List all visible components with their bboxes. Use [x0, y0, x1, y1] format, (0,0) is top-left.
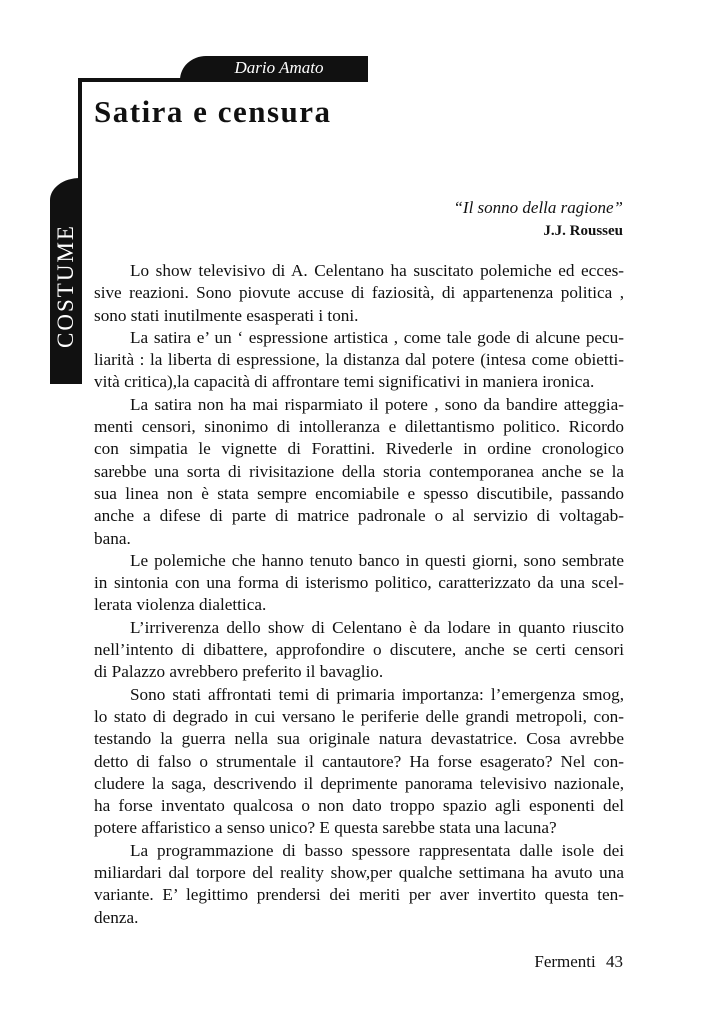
paragraph [94, 550, 624, 617]
paragraph [94, 617, 624, 684]
text-line: La satira e’ un ‘ espressione artistica , come tale gode di alcune pecu- [130, 327, 624, 347]
text-line: bana. [94, 528, 131, 548]
text-line: sive reazioni. Sono piovute accuse di faziosità, di appartenenza politica , [94, 283, 624, 303]
text-line: denza. [94, 907, 139, 927]
text-line: sono stati inutilmente esasperati i toni. [94, 305, 359, 325]
text-line: Le polemiche che hanno tenuto banco in questi giorni, sono sembrate [130, 550, 624, 570]
text-line: anche a difese di parte di matrice padronale o al servizio di voltagab- [94, 506, 624, 526]
text-line: vità critica),la capacità di affrontare temi significativi in maniera ironica. [94, 372, 595, 392]
epigraph-quote: “Il sonno della ragione” [453, 198, 623, 217]
author-tab [180, 56, 368, 80]
text-line: lo stato di degrado in cui versano le periferie delle grandi metropoli, con- [94, 706, 624, 726]
text-line: La satira non ha mai risparmiato il potere , sono da bandire atteggia- [130, 394, 624, 414]
text-line: in sintonia con una forma di isterismo politico, caratterizzato da una scel- [94, 573, 624, 593]
text-line: miliardari dal torpore del reality show,per qualche settimana ha avuto una [94, 863, 624, 883]
paragraph [94, 840, 624, 929]
text-line: variante. E’ legittimo prendersi dei meriti per aver invertito questa ten- [94, 885, 624, 905]
text-line: liarità : la liberta di espressione, la distanza dal potere (intesa come obietti- [94, 350, 624, 370]
text-line: potere affaristico a senso unico? E questa sarebbe stata una lacuna? [94, 818, 557, 838]
paragraph [94, 394, 624, 550]
text-line: sarebbe una sorta di rivisitazione della storia contemporanea anche se la [94, 461, 624, 481]
text-line: detto di falso o strumentale il cantautore? Ha forse esagerato? Nel con- [94, 751, 624, 771]
text-line: cludere la saga, descrivendo il deprimente panorama televisivo nazionale, [94, 773, 624, 793]
text-line: Sono stati affrontati temi di primaria importanza: l’emergenza smog, [130, 684, 624, 704]
text-line: La programmazione di basso spessore rappresentata dalle isole dei [130, 840, 624, 860]
text-line: con simpatia le vignette di Forattini. Rivederle in ordine cronologico [94, 439, 624, 459]
text-line: nell’intento di dibattere, approfondire o discutere, anche se certi censori [94, 640, 624, 660]
epigraph-source: J.J. Rousseu [543, 223, 623, 239]
text-line: L’irriverenza dello show di Celentano è da lodare in quanto riuscito [130, 617, 624, 637]
article-body [94, 260, 624, 929]
article-title: Satira e censura [94, 94, 332, 129]
paragraph [94, 684, 624, 840]
page-footer [534, 952, 623, 972]
text-line: testando la guerra nella sua originale natura devastatrice. Cosa avrebbe [94, 729, 624, 749]
text-line: ha forse inventato qualcosa o non dato troppo spazio agli esponenti del [94, 796, 624, 816]
section-label: COSTUME [53, 224, 78, 348]
margin-rule [78, 78, 82, 188]
text-line: menti censori, sinonimo di intolleranza e dilettantismo politico. Ricordo [94, 417, 624, 437]
epigraph [453, 196, 623, 242]
publication-name: Fermenti [534, 952, 596, 971]
page-number: 43 [606, 952, 623, 971]
text-line: sua linea non è stata sempre encomiabile e spesso discutibile, passando [94, 483, 624, 503]
paragraph [94, 327, 624, 394]
author-name: Dario Amato [234, 58, 324, 77]
text-line: lerata violenza dialettica. [94, 595, 267, 615]
paragraph [94, 260, 624, 327]
text-line: di Palazzo avrebbero preferito il bavaglio. [94, 662, 384, 682]
header-rule [78, 78, 368, 82]
text-line: Lo show televisivo di A. Celentano ha suscitato polemiche ed ecces- [130, 261, 624, 280]
